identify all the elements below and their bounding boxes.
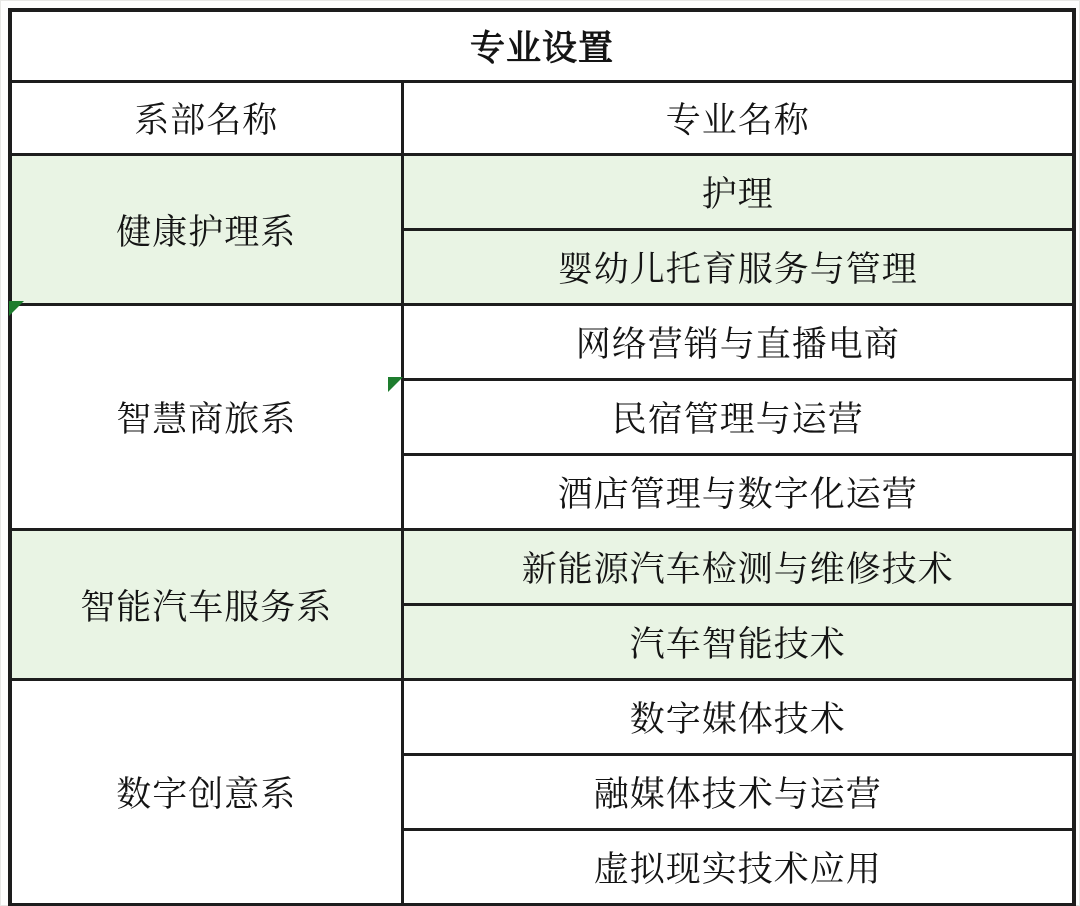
major-cell: 网络营销与直播电商 [402, 305, 1074, 380]
column-header-major: 专业名称 [402, 82, 1074, 155]
major-cell: 虚拟现实技术应用 [402, 830, 1074, 906]
majors-table [8, 8, 1076, 906]
table-row [10, 530, 1074, 605]
department-cell-health-care: 健康护理系 [10, 155, 402, 305]
major-cell: 民宿管理与运营 [402, 380, 1074, 455]
title-row [10, 10, 1074, 82]
major-cell: 酒店管理与数字化运营 [402, 455, 1074, 530]
table-row [10, 155, 1074, 230]
column-header-department: 系部名称 [10, 82, 402, 155]
department-cell-smart-business-travel: 智慧商旅系 [10, 305, 402, 530]
table-row [10, 680, 1074, 755]
page-title: 专业设置 [10, 10, 1074, 82]
department-cell-intelligent-vehicle-service: 智能汽车服务系 [10, 530, 402, 680]
major-cell: 新能源汽车检测与维修技术 [402, 530, 1074, 605]
major-cell: 数字媒体技术 [402, 680, 1074, 755]
header-row [10, 82, 1074, 155]
department-cell-digital-creativity: 数字创意系 [10, 680, 402, 906]
table-row [10, 305, 1074, 380]
major-cell: 汽车智能技术 [402, 605, 1074, 680]
major-cell: 婴幼儿托育服务与管理 [402, 230, 1074, 305]
major-cell: 护理 [402, 155, 1074, 230]
major-cell: 融媒体技术与运营 [402, 755, 1074, 830]
